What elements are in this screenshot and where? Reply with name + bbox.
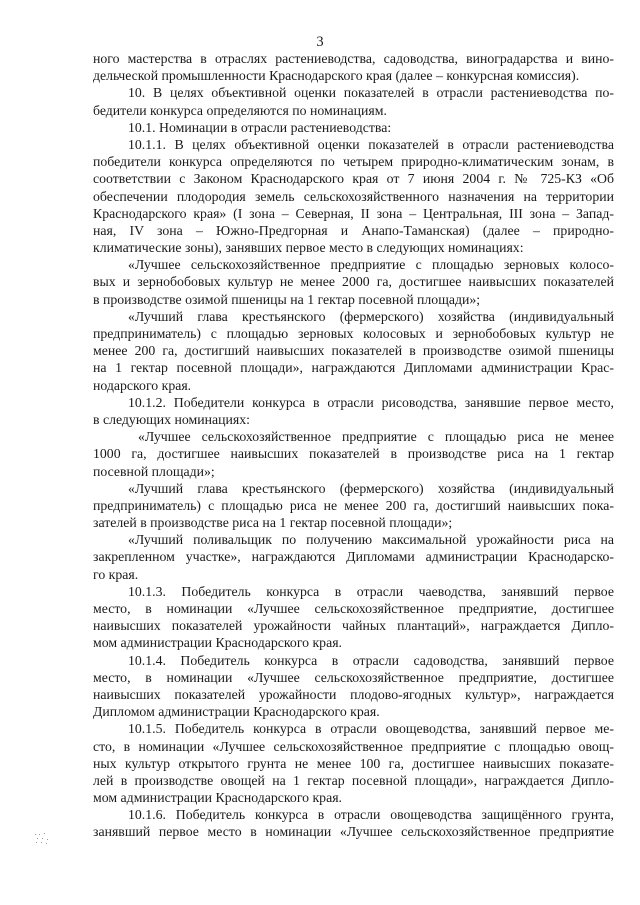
text-line: дельческой промышленности Краснодарского края (далее – конкурсная комиссия). — [93, 68, 580, 84]
text-line: 10.1.1. В целях объективной оценки показателей в отрасли растениеводства — [128, 136, 614, 152]
text-line: закрепленном участке», награждаются Дипломами администрации Краснодарско- — [93, 549, 614, 565]
text-line: на 1 гектар посевной площади», награждаются Дипломами администрации Крас- — [93, 360, 614, 376]
text-line: 10.1.4. Победитель конкурса в отрасли садоводства, занявший первое — [128, 652, 614, 668]
scan-marks — [35, 832, 49, 844]
text-line: наивысших показателей урожайности плодово-ягодных культур», награждается — [93, 686, 614, 702]
text-line: посевной площади»; — [93, 463, 215, 479]
text-line: климатические зоны), занявших первое место в следующих номинациях: — [93, 240, 524, 256]
text-line: «Лучший глава крестьянского (фермерского) хозяйства (индивидуальный — [128, 308, 614, 324]
text-line: го края. — [93, 566, 139, 582]
text-line: 10.1.3. Победитель конкурса в отрасли чаеводства, занявший первое — [128, 583, 614, 599]
document-body — [93, 50, 614, 841]
text-line: 10.1.2. Победители конкурса в отрасли рисоводства, занявшие первое место, — [128, 394, 614, 410]
text-line: предприниматель) с площадью риса не менее 200 га, достигший наивысших пока- — [93, 497, 614, 513]
text-line: зателей в производстве риса на 1 гектар посевной площади»; — [93, 515, 453, 531]
text-line: ных культур открытого грунта не менее 100 га, достигшее наивысших показате- — [93, 755, 614, 771]
text-line: мом администрации Краснодарского края. — [93, 790, 342, 806]
text-line: 10. В целях объективной оценки показателей в отрасли растениеводства по- — [128, 85, 614, 101]
text-line: «Лучший поливальщик по получению максимальной урожайности риса на — [128, 532, 614, 548]
text-line: ного мастерства в отраслях растениеводства, садоводства, виноградарства и вино- — [93, 51, 614, 66]
text-line: соответствии с Законом Краснодарского края от 7 июня 2004 г. № 725-КЗ «Об — [93, 171, 614, 187]
page-number: 3 — [316, 34, 324, 50]
text-line: вых и зернобобовых культур не менее 2000 га, достигшее наивысших показателей — [93, 274, 614, 290]
text-line: 10.1.6. Победитель конкурса в отрасли овощеводства защищённого грунта, — [128, 807, 614, 823]
text-line: наивысших показателей урожайности чайных плантаций», награждается Дипло- — [93, 618, 614, 634]
text-line: занявший первое место в номинации «Лучшее сельскохозяйственное предприятие — [93, 824, 614, 840]
text-line: место, в номинации «Лучшее сельскохозяйственное предприятие, достигшее — [93, 669, 614, 685]
text-line: победители конкурса определяются по четырем природно-климатическим зонам, в — [93, 154, 614, 170]
text-line: Дипломом администрации Краснодарского края. — [93, 704, 380, 720]
text-line: предприниматель) с площадью зерновых колосовых и зернобобовых культур не — [93, 326, 614, 341]
text-line: «Лучшее сельскохозяйственное предприятие с площадью зерновых колосо- — [128, 257, 614, 273]
text-line: 1000 га, достигшее наивысших показателей в производстве риса на 1 гектар — [93, 446, 614, 462]
text-line: Краснодарского края» (I зона – Северная, II зона – Центральная, III зона – Запад- — [93, 205, 614, 221]
text-line: лей в производстве овощей на 1 гектар посевной площади», награждается Дипло- — [93, 772, 614, 788]
text-line: мом администрации Краснодарского края. — [93, 635, 342, 651]
text-line: 10.1. Номинации в отрасли растениеводства: — [128, 119, 392, 135]
text-line: сто, в номинации «Лучшее сельскохозяйственное предприятие с площадью овощ- — [93, 738, 614, 754]
text-line: бедители конкурса определяются по номинациям. — [93, 102, 387, 118]
text-line: нодарского края. — [93, 377, 192, 393]
text-line: менее 200 га, достигший наивысших показателей в производстве озимой пшеницы — [93, 343, 614, 359]
text-line: ная, IV зона – Южно-Предгорная и Анапо-Таманская) (далее – природно- — [93, 222, 614, 238]
text-line: 10.1.5. Победитель конкурса в отрасли овощеводства, занявший первое ме- — [128, 721, 614, 737]
text-line: место, в номинации «Лучшее сельскохозяйственное предприятие, достигшее — [93, 601, 614, 616]
text-line: «Лучший глава крестьянского (фермерского) хозяйства (индивидуальный — [128, 480, 614, 496]
text-line: обеспечении плодородия земель сельскохозяйственного назначения на территории — [93, 188, 614, 204]
text-line: «Лучшее сельскохозяйственное предприятие с площадью риса не менее — [138, 429, 614, 445]
text-line: в следующих номинациях: — [93, 411, 250, 427]
text-line: в производстве озимой пшеницы на 1 гектар посевной площади»; — [93, 291, 481, 307]
